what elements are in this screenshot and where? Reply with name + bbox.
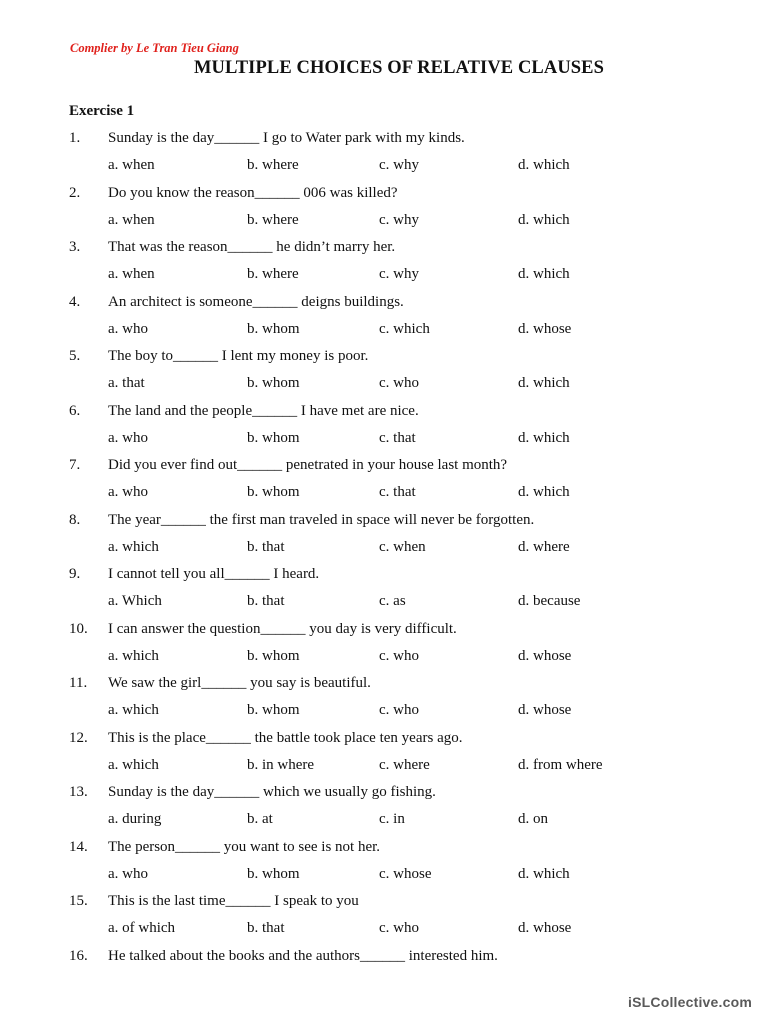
option-b: b. whom: [247, 429, 300, 446]
option-a: a. which: [108, 702, 159, 718]
option-a: a. when: [108, 211, 155, 228]
question-item: [0, 839, 768, 894]
option-d: d. on: [518, 811, 548, 827]
question-number: 6.: [69, 402, 81, 419]
question-text: He talked about the books and the authors______ interested him.: [108, 947, 498, 964]
option-a: a. who: [108, 320, 148, 337]
question-number: 13.: [69, 784, 88, 800]
option-c: c. why: [379, 211, 419, 228]
question-text: The boy to______ I lent my money is poor.: [108, 348, 369, 364]
option-a: a. that: [108, 375, 145, 391]
question-item: [0, 130, 768, 185]
option-b: b. whom: [247, 320, 300, 337]
option-c: c. who: [379, 647, 419, 664]
question-text: Do you know the reason______ 006 was killed?: [108, 184, 398, 201]
question-item: [0, 730, 768, 785]
option-d: d. which: [518, 266, 570, 282]
option-a: a. who: [108, 429, 148, 446]
question-item: [0, 185, 768, 240]
site-watermark: iSLCollective.com: [628, 994, 752, 1010]
question-number: 10.: [69, 620, 88, 637]
page-title: MULTIPLE CHOICES OF RELATIVE CLAUSES: [193, 58, 604, 78]
option-b: b. whom: [247, 484, 300, 500]
option-d: d. whose: [518, 920, 572, 936]
question-item: [0, 512, 768, 567]
option-c: c. where: [379, 756, 430, 773]
option-b: b. at: [247, 811, 273, 827]
option-a: a. who: [108, 484, 148, 500]
question-number: 4.: [69, 293, 81, 310]
option-d: d. whose: [518, 647, 572, 664]
question-item: [0, 457, 768, 512]
option-d: d. which: [518, 865, 570, 882]
question-number: 5.: [69, 348, 81, 364]
question-number: 11.: [69, 675, 88, 691]
compiler-credit: Complier by Le Tran Tieu Giang: [70, 41, 239, 55]
option-b: b. whom: [247, 647, 300, 664]
option-a: a. when: [108, 266, 155, 282]
question-item: [0, 294, 768, 349]
option-b: b. that: [247, 593, 285, 609]
question-item: [0, 621, 768, 676]
option-c: c. who: [379, 375, 419, 391]
option-b: b. where: [247, 266, 299, 282]
exercise-heading: Exercise 1: [69, 103, 135, 119]
question-number: 3.: [69, 239, 81, 255]
option-b: b. in where: [247, 756, 315, 773]
question-item: [0, 893, 768, 948]
option-d: d. which: [518, 375, 570, 391]
question-text: Did you ever find out______ penetrated in your house last month?: [108, 457, 508, 473]
option-c: c. in: [379, 811, 405, 827]
option-a: a. which: [108, 756, 159, 773]
question-number: 9.: [69, 566, 81, 582]
option-a: a. when: [108, 157, 155, 173]
option-d: d. which: [518, 484, 570, 500]
option-c: c. who: [379, 920, 419, 936]
question-item: [0, 784, 768, 839]
question-item: [0, 239, 768, 294]
question-text: Sunday is the day______ I go to Water park with my kinds.: [108, 130, 465, 146]
question-number: 14.: [69, 838, 88, 855]
option-a: a. which: [108, 538, 159, 555]
option-c: c. that: [379, 429, 416, 446]
question-number: 1.: [69, 130, 81, 146]
question-number: 2.: [69, 184, 81, 201]
question-text: The land and the people______ I have met are nice.: [108, 402, 419, 419]
question-text: I can answer the question______ you day is very difficult.: [108, 620, 457, 637]
question-number: 12.: [69, 729, 88, 746]
option-b: b. that: [247, 538, 285, 555]
option-d: d. from where: [518, 756, 603, 773]
option-b: b. whom: [247, 865, 300, 882]
option-b: b. where: [247, 211, 299, 228]
option-c: c. who: [379, 702, 419, 718]
option-d: d. whose: [518, 320, 572, 337]
option-c: c. whose: [379, 865, 432, 882]
question-text: An architect is someone______ deigns buildings.: [108, 293, 404, 310]
option-c: c. which: [379, 320, 430, 337]
option-d: d. whose: [518, 702, 572, 718]
option-c: c. when: [379, 538, 426, 555]
question-list: [0, 130, 768, 1002]
question-text: We saw the girl______ you say is beautiful.: [108, 675, 371, 691]
question-item: [0, 675, 768, 730]
option-c: c. why: [379, 266, 419, 282]
option-b: b. whom: [247, 375, 300, 391]
option-a: a. who: [108, 865, 148, 882]
option-c: c. that: [379, 484, 416, 500]
option-d: d. which: [518, 211, 570, 228]
question-item: [0, 566, 768, 621]
option-c: c. as: [379, 593, 406, 609]
question-number: 15.: [69, 893, 88, 909]
question-text: The year______ the first man traveled in space will never be forgotten.: [108, 511, 535, 528]
question-item: [0, 403, 768, 458]
option-b: b. where: [247, 157, 299, 173]
option-a: a. which: [108, 647, 159, 664]
option-a: a. Which: [108, 593, 162, 609]
question-text: Sunday is the day______ which we usually go fishing.: [108, 784, 436, 800]
question-number: 8.: [69, 511, 81, 528]
option-d: d. because: [518, 593, 581, 609]
question-text: That was the reason______ he didn’t marry her.: [108, 239, 396, 255]
option-c: c. why: [379, 157, 419, 173]
question-text: This is the last time______ I speak to you: [108, 893, 359, 909]
question-number: 16.: [69, 947, 88, 964]
question-text: I cannot tell you all______ I heard.: [108, 566, 320, 582]
question-item: [0, 348, 768, 403]
option-d: d. which: [518, 157, 570, 173]
question-text: The person______ you want to see is not her.: [108, 838, 381, 855]
option-a: a. of which: [108, 920, 176, 936]
question-text: This is the place______ the battle took place ten years ago.: [108, 729, 463, 746]
option-b: b. whom: [247, 702, 300, 718]
option-d: d. which: [518, 429, 570, 446]
question-number: 7.: [69, 457, 81, 473]
option-a: a. during: [108, 811, 162, 827]
option-d: d. where: [518, 538, 570, 555]
option-b: b. that: [247, 920, 285, 936]
